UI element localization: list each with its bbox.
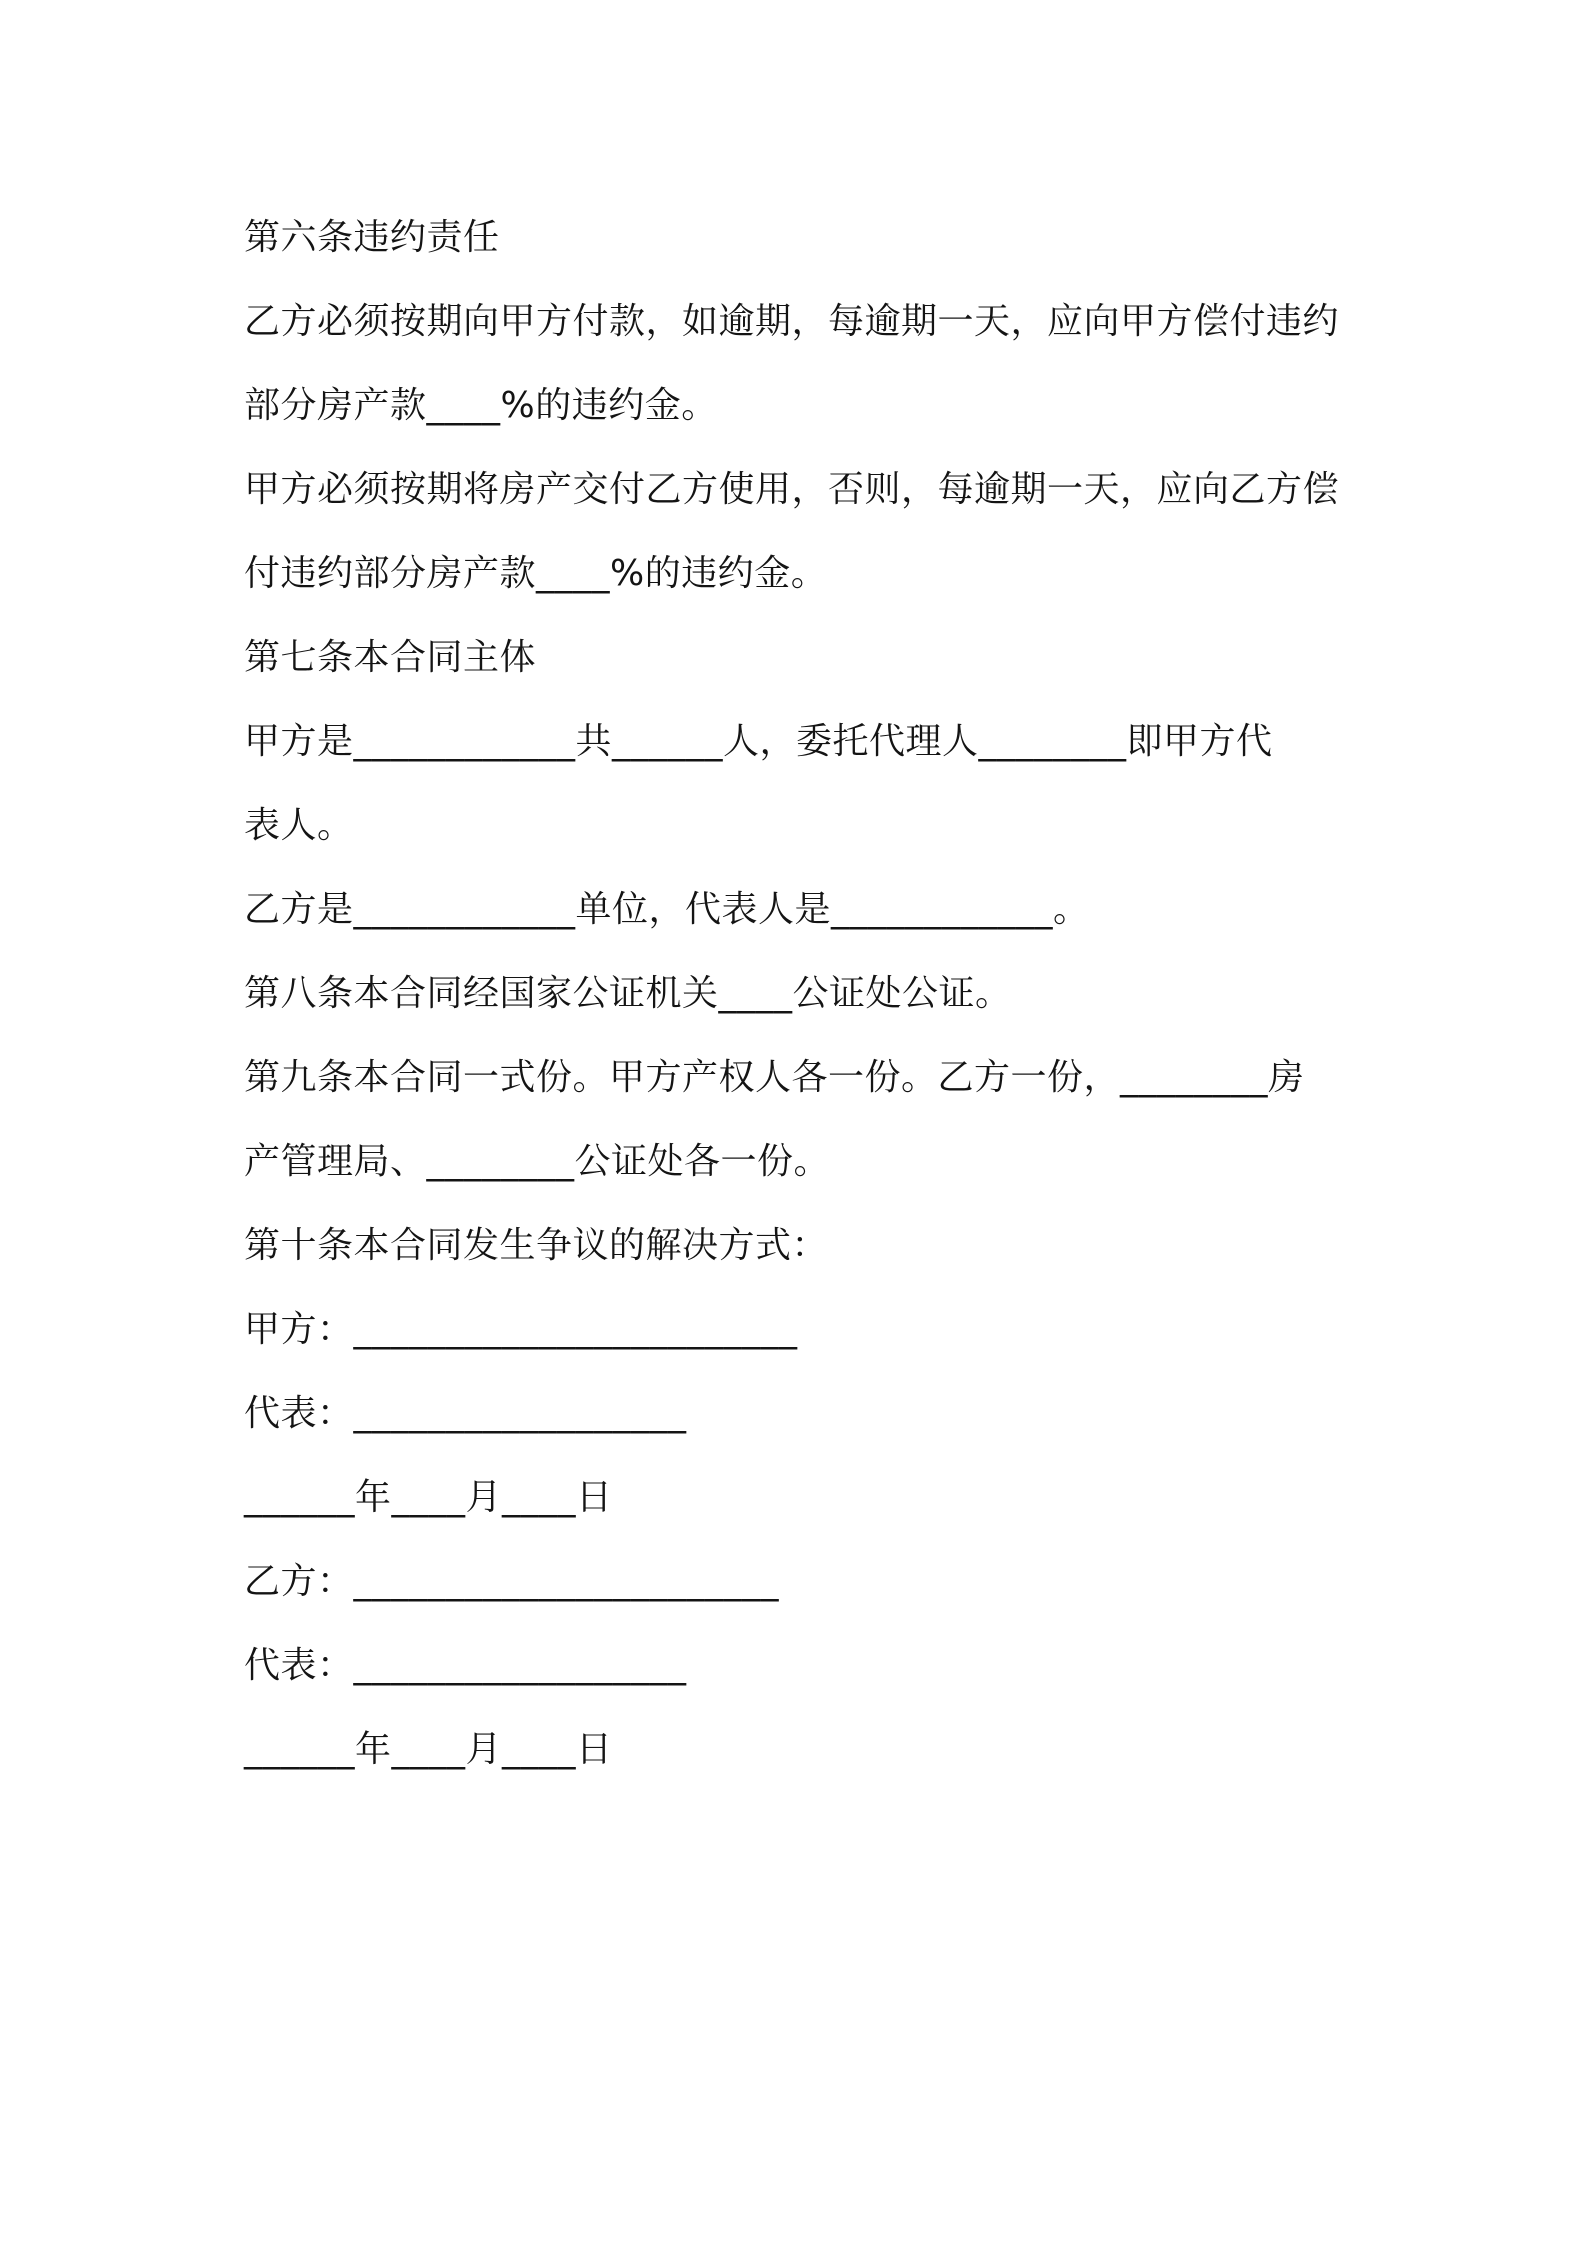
article-6-clause-2-line-1: 甲方必须按期将房产交付乙方使用，否则，每逾期一天，应向乙方偿 <box>244 469 1340 510</box>
party-b-representative: 代表：__________________ <box>244 1645 687 1686</box>
document-body <box>244 196 1364 1792</box>
party-a-line-2: 表人。 <box>244 805 354 846</box>
party-b-line: 乙方是____________单位，代表人是____________。 <box>244 889 1090 930</box>
party-b-date: ______年____月____日 <box>244 1729 613 1770</box>
party-a-representative: 代表：__________________ <box>244 1393 687 1434</box>
article-6-clause-1-line-1: 乙方必须按期向甲方付款，如逾期，每逾期一天，应向甲方偿付违约 <box>244 301 1340 342</box>
article-7-heading: 第七条本合同主体 <box>244 637 537 678</box>
party-a-signature: 甲方：________________________ <box>244 1309 798 1350</box>
article-6-clause-2-line-2: 付违约部分房产款____%的违约金。 <box>244 553 828 594</box>
article-9-line-1: 第九条本合同一式份。甲方产权人各一份。乙方一份，________房 <box>244 1057 1305 1098</box>
party-b-signature: 乙方：_______________________ <box>244 1561 780 1602</box>
article-8: 第八条本合同经国家公证机关____公证处公证。 <box>244 973 1012 1014</box>
article-10-heading: 第十条本合同发生争议的解决方式： <box>244 1225 829 1266</box>
article-9-line-2: 产管理局、________公证处各一份。 <box>244 1141 831 1182</box>
article-6-clause-1-line-2: 部分房产款____%的违约金。 <box>244 385 718 426</box>
party-a-line-1: 甲方是____________共______人，委托代理人________即甲方代 <box>244 721 1273 762</box>
party-a-date: ______年____月____日 <box>244 1477 613 1518</box>
article-6-heading: 第六条违约责任 <box>244 217 500 258</box>
